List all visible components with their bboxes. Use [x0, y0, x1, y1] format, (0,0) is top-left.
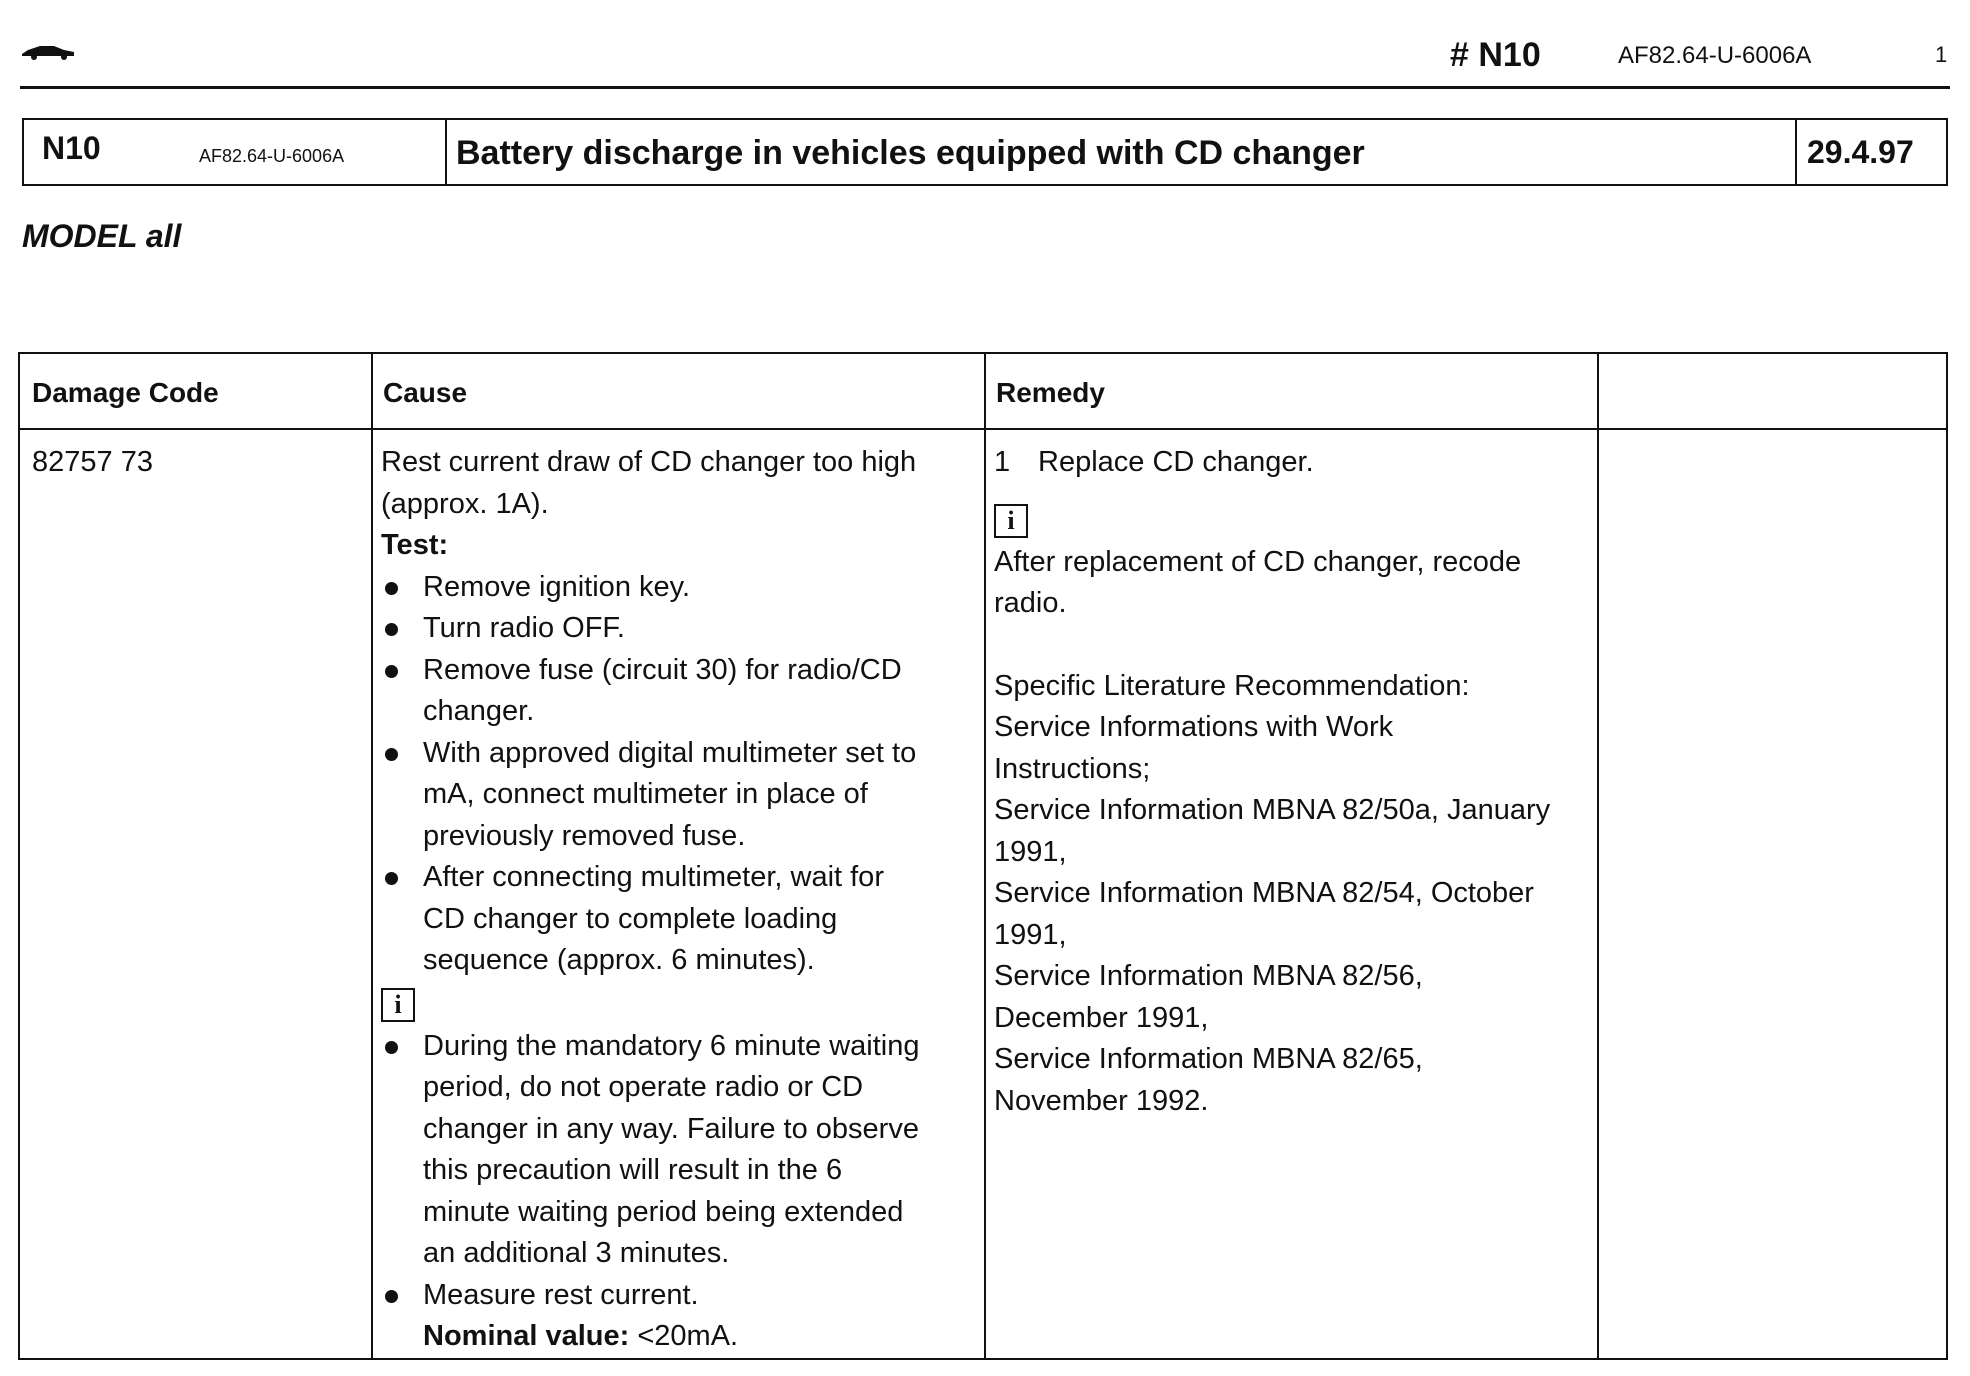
title-date-cell	[1797, 120, 1946, 184]
nominal-value-line	[381, 1316, 991, 1358]
remedy-cell	[994, 442, 1604, 1122]
remedy-note: After replacement of CD changer, recode radio.	[994, 545, 1522, 619]
top-header	[20, 36, 1950, 89]
damage-code-value: 82757 73	[32, 446, 153, 478]
header-remedy: Remedy	[996, 377, 1105, 408]
list-item: Remove fuse (circuit 30) for radio/CD changer.	[381, 650, 991, 733]
nominal-value: <20mA.	[637, 1320, 739, 1352]
step-number: 1	[994, 446, 1011, 478]
title-ref-code: AF82.64-U-6006A	[199, 146, 345, 166]
title-code: N10	[42, 130, 101, 166]
title-code-cell	[24, 120, 447, 184]
car-silhouette-icon	[20, 40, 76, 60]
header-document-code: AF82.64-U-6006A	[1618, 42, 1812, 69]
header-damage-code: Damage Code	[32, 377, 219, 408]
header-row-divider	[20, 428, 1946, 430]
damage-table	[18, 352, 1948, 1360]
column-divider	[371, 354, 373, 1358]
header-reference: # N10	[1450, 36, 1541, 74]
title-bar	[22, 118, 1948, 186]
remedy-step	[994, 442, 1604, 484]
list-item: After connecting multimeter, wait for CD changer to complete loading sequence (approx. 6 minutes).	[381, 857, 991, 982]
cause-line: (approx. 1A).	[381, 487, 549, 520]
model-label: MODEL all	[22, 218, 182, 254]
list-item: Remove ignition key.	[381, 567, 991, 609]
literature-recommendation: Specific Literature Recommendation: Service Informations with Work Instructions; Service Information MBNA 82/50a, January 1991, Service Information MBNA 82/54, October 1991, Service Information MBNA 82/56, December 1991, Service Information MBNA 82/65, November 1992.	[994, 669, 1551, 1117]
list-item: With approved digital multimeter set to mA, connect multimeter in place of previously removed fuse.	[381, 733, 991, 858]
document-title: Battery discharge in vehicles equipped with CD changer	[456, 134, 1365, 172]
page-number: 1	[1935, 42, 1948, 67]
header-cause: Cause	[383, 377, 468, 408]
list-item: During the mandatory 6 minute waiting period, do not operate radio or CD changer in any way. Failure to observe this precaution will result in the 6 minute waiting period being extended an additional 3 minutes.	[381, 1026, 991, 1275]
step-text: Replace CD changer.	[1038, 446, 1314, 478]
nominal-label: Nominal value:	[423, 1320, 630, 1352]
test-label: Test:	[381, 529, 449, 561]
title-text-cell	[447, 120, 1797, 184]
info-icon: i	[381, 988, 415, 1022]
document-date: 29.4.97	[1807, 134, 1914, 170]
cause-cell	[381, 442, 991, 1358]
cause-line: Rest current draw of CD changer too high	[381, 446, 917, 478]
info-icon: i	[994, 504, 1028, 538]
list-item: Measure rest current.	[381, 1275, 991, 1317]
list-item: Turn radio OFF.	[381, 608, 991, 650]
